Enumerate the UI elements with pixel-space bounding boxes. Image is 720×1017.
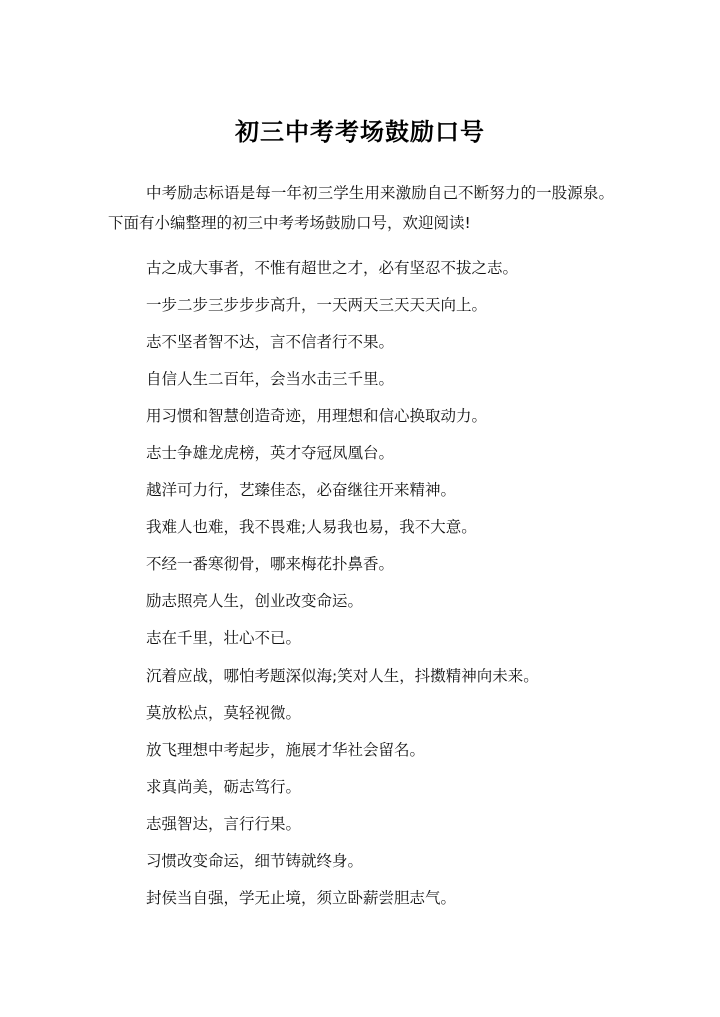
slogan-item: 不经一番寒彻骨，哪来梅花扑鼻香。 (146, 555, 395, 574)
slogan-item: 莫放松点，莫轻视微。 (146, 703, 302, 722)
slogan-item: 志在千里，壮心不已。 (146, 629, 302, 648)
slogan-item: 我难人也难，我不畏难;人易我也易，我不大意。 (146, 518, 477, 537)
slogan-item: 一步二步三步步步高升，一天两天三天天天向上。 (146, 296, 488, 315)
intro-paragraph: 中考励志标语是每一年初三学生用来激励自己不断努力的一股源泉。下面有小编整理的初三中考考场鼓励口号，欢迎阅读! (108, 184, 614, 232)
slogan-item: 沉着应战，哪怕考题深似海;笑对人生，抖擞精神向未来。 (146, 666, 539, 685)
slogan-item: 志士争雄龙虎榜，英才夺冠凤凰台。 (146, 444, 395, 463)
slogan-item: 志不坚者智不达，言不信者行不果。 (146, 333, 395, 352)
slogan-item: 放飞理想中考起步，施展才华社会留名。 (146, 740, 426, 759)
slogan-item: 志强智达，言行行果。 (146, 814, 302, 833)
slogan-item: 封侯当自强，学无止境，须立卧薪尝胆志气。 (146, 888, 457, 907)
slogan-list (146, 253, 616, 920)
slogan-item: 用习惯和智慧创造奇迹，用理想和信心换取动力。 (146, 407, 488, 426)
slogan-item: 自信人生二百年，会当水击三千里。 (146, 370, 395, 389)
slogan-item: 越洋可力行，艺臻佳态，必奋继往开来精神。 (146, 481, 457, 500)
document-title: 初三中考考场鼓励口号 (235, 118, 485, 146)
slogan-item: 励志照亮人生，创业改变命运。 (146, 592, 364, 611)
slogan-item: 古之成大事者，不惟有超世之才，必有坚忍不拔之志。 (146, 259, 519, 277)
slogan-item: 习惯改变命运，细节铸就终身。 (146, 851, 364, 870)
slogan-item: 求真尚美，砺志笃行。 (146, 777, 302, 796)
